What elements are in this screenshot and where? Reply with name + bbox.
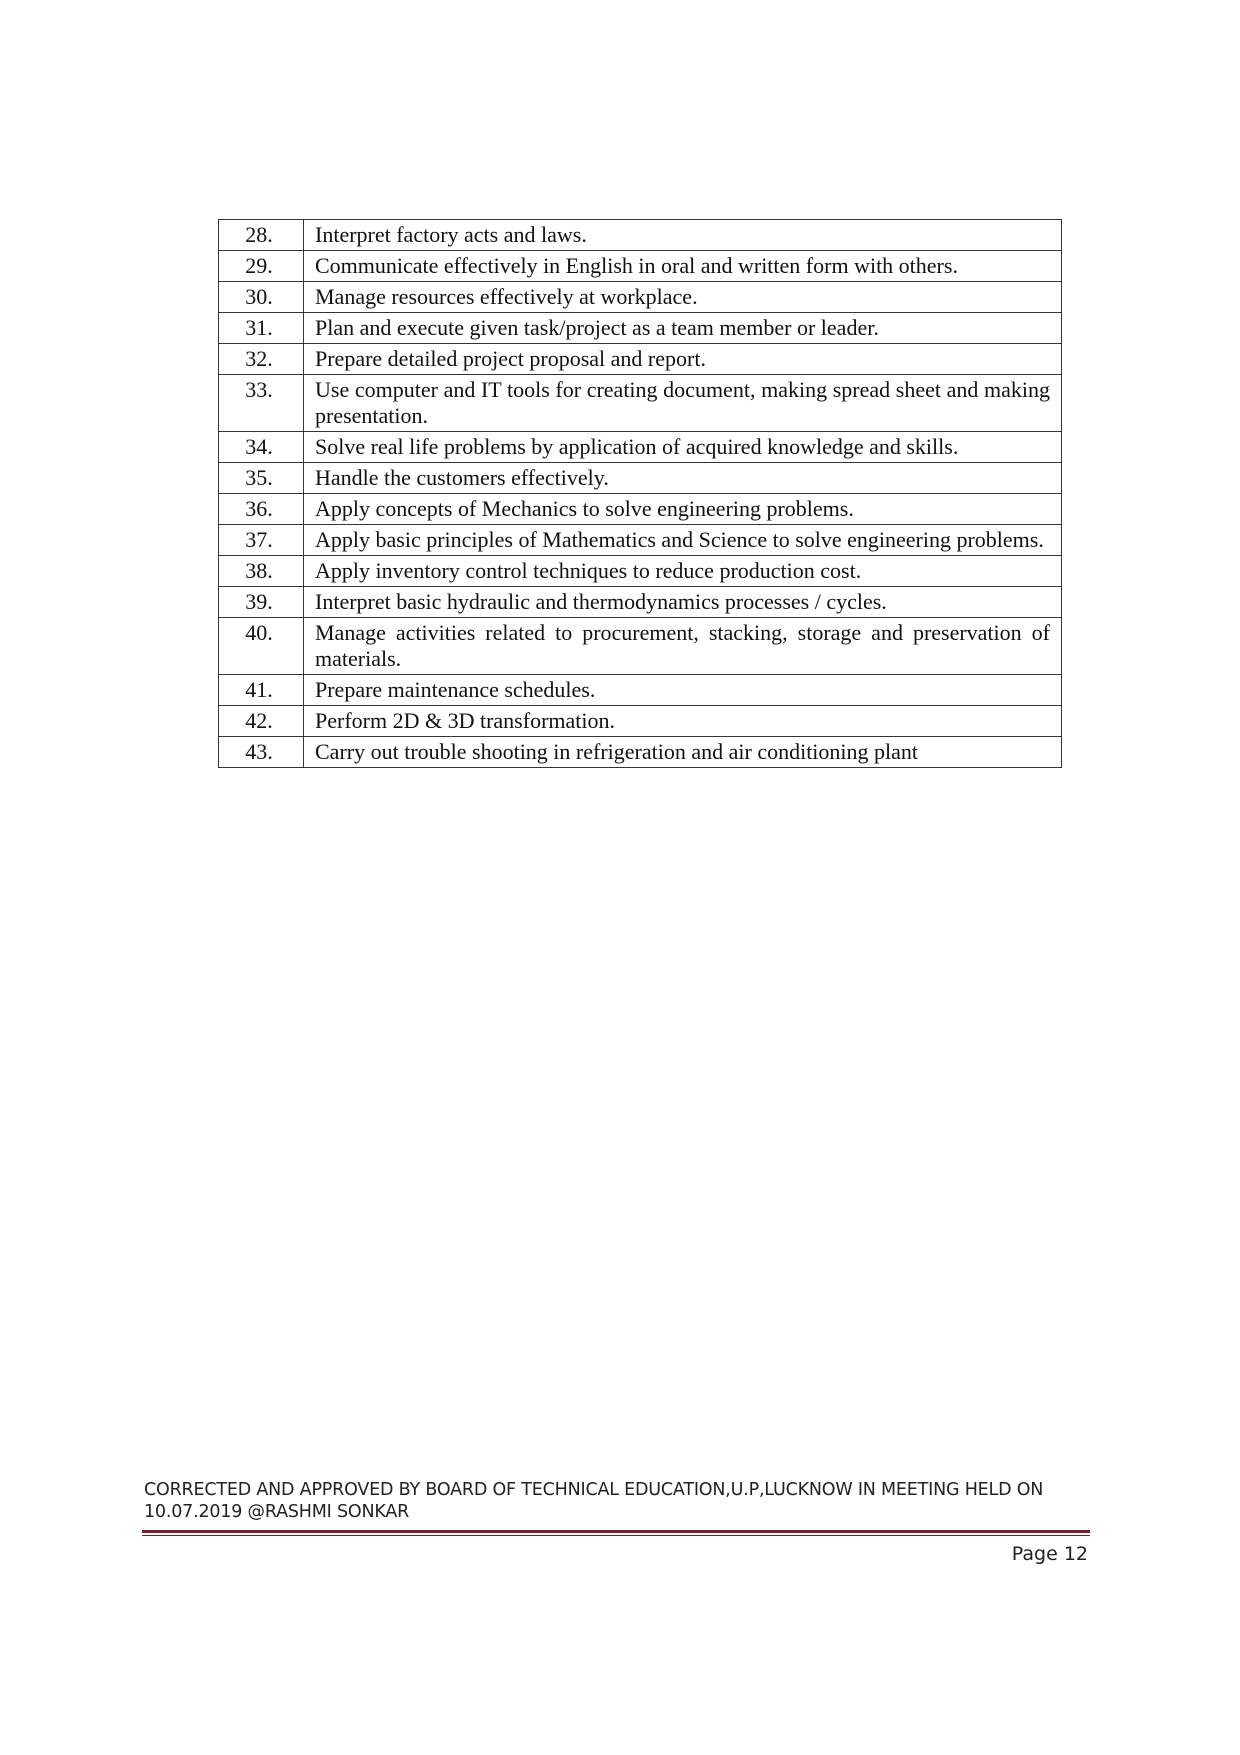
footer-divider — [142, 1530, 1090, 1536]
table-row — [219, 282, 1062, 313]
learning-outcomes-table-body — [219, 220, 1062, 768]
row-number: 43. — [219, 737, 304, 768]
footer-approval-note — [144, 1479, 1089, 1523]
footer-approval-line-2: 10.07.2019 @RASHMI SONKAR — [144, 1502, 410, 1522]
row-outcome-text: Apply concepts of Mechanics to solve engineering problems. — [304, 494, 1062, 525]
table-row — [219, 706, 1062, 737]
table-row — [219, 220, 1062, 251]
row-outcome-text: Apply inventory control techniques to reduce production cost. — [304, 556, 1062, 587]
row-outcome-text: Manage resources effectively at workplace. — [304, 282, 1062, 313]
row-outcome-text: Interpret basic hydraulic and thermodynamics processes / cycles. — [304, 587, 1062, 618]
table-row — [219, 494, 1062, 525]
table-row — [219, 313, 1062, 344]
table-row — [219, 618, 1062, 675]
row-number: 37. — [219, 525, 304, 556]
row-number: 42. — [219, 706, 304, 737]
row-outcome-text: Prepare maintenance schedules. — [304, 675, 1062, 706]
learning-outcomes-table — [218, 219, 1062, 768]
table-row — [219, 251, 1062, 282]
row-outcome-text: Interpret factory acts and laws. — [304, 220, 1062, 251]
table-row — [219, 344, 1062, 375]
page-number: Page 12 — [1011, 1543, 1088, 1565]
row-outcome-text: Plan and execute given task/project as a team member or leader. — [304, 313, 1062, 344]
row-number: 36. — [219, 494, 304, 525]
table-row — [219, 432, 1062, 463]
row-number: 38. — [219, 556, 304, 587]
row-outcome-text: Handle the customers effectively. — [304, 463, 1062, 494]
table-row — [219, 463, 1062, 494]
row-number: 28. — [219, 220, 304, 251]
table-row — [219, 556, 1062, 587]
row-outcome-text: Apply basic principles of Mathematics and Science to solve engineering problems. — [304, 525, 1062, 556]
row-number: 35. — [219, 463, 304, 494]
row-outcome-text: Carry out trouble shooting in refrigeration and air conditioning plant — [304, 737, 1062, 768]
table-row — [219, 525, 1062, 556]
row-outcome-text: Use computer and IT tools for creating document, making spread sheet and making presentation. — [304, 375, 1062, 432]
row-outcome-text: Prepare detailed project proposal and report. — [304, 344, 1062, 375]
row-number: 40. — [219, 618, 304, 675]
row-number: 41. — [219, 675, 304, 706]
row-number: 31. — [219, 313, 304, 344]
table-row — [219, 737, 1062, 768]
row-number: 34. — [219, 432, 304, 463]
table-row — [219, 375, 1062, 432]
row-outcome-text: Perform 2D & 3D transformation. — [304, 706, 1062, 737]
row-number: 32. — [219, 344, 304, 375]
row-number: 39. — [219, 587, 304, 618]
row-outcome-text: Manage activities related to procurement, stacking, storage and preservation of materials. — [304, 618, 1062, 675]
row-number: 30. — [219, 282, 304, 313]
table-row — [219, 675, 1062, 706]
row-outcome-text: Solve real life problems by application of acquired knowledge and skills. — [304, 432, 1062, 463]
footer-approval-line-1: CORRECTED AND APPROVED BY BOARD OF TECHNICAL EDUCATION,U.P,LUCKNOW IN MEETING HELD ON — [144, 1480, 1044, 1500]
row-outcome-text: Communicate effectively in English in oral and written form with others. — [304, 251, 1062, 282]
row-number: 33. — [219, 375, 304, 432]
table-row — [219, 587, 1062, 618]
row-number: 29. — [219, 251, 304, 282]
